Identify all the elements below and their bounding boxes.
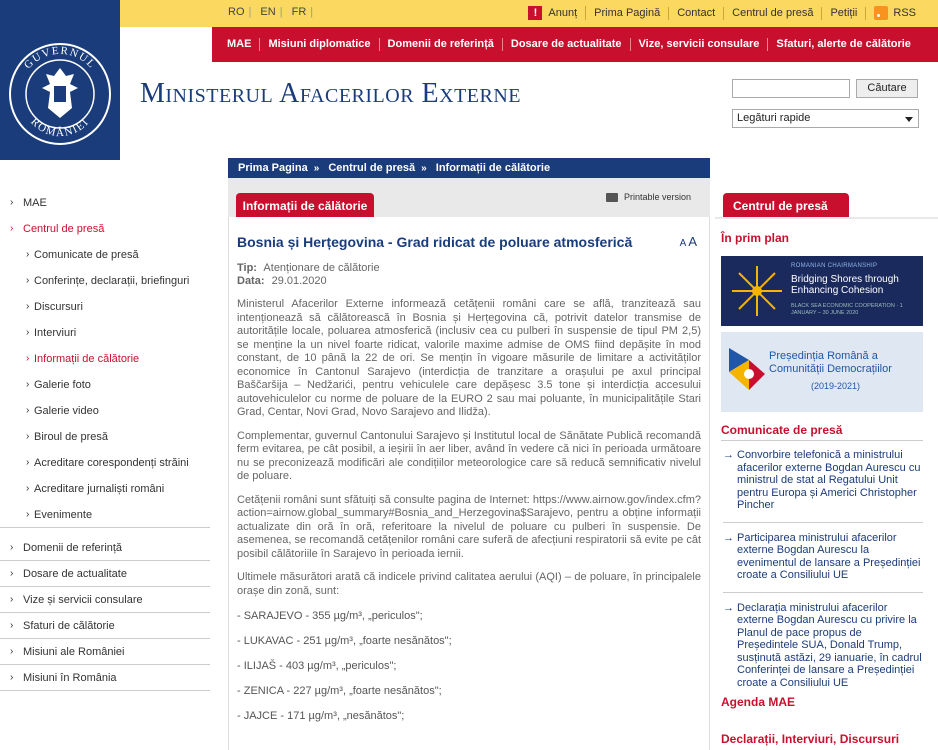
sidebar-item-label: Sfaturi de călătorie — [23, 620, 115, 632]
sidebar-item-mae[interactable] — [0, 190, 210, 216]
top-link-rss[interactable] — [866, 6, 918, 20]
rss-icon — [874, 6, 888, 20]
sidebar-item-label: Evenimente — [34, 509, 93, 521]
banner-headline-line: Bridging Shores through — [791, 274, 899, 285]
nav-mae[interactable]: MAE — [227, 38, 260, 51]
language-switcher: RO | EN | FR | — [228, 6, 314, 18]
chevron-right-icon: › — [10, 620, 14, 631]
breadcrumb-separator-icon: » — [421, 163, 427, 174]
divider — [721, 440, 923, 441]
coat-of-arms-icon — [8, 42, 112, 146]
chevron-right-icon: › — [10, 542, 14, 553]
breadcrumb-item[interactable]: Informații de călătorie — [435, 162, 551, 174]
font-size-controls — [680, 234, 697, 249]
meta-label: Data: — [237, 275, 265, 287]
declaratii-heading[interactable]: Declarații, Interviuri, Discursuri — [721, 732, 900, 746]
sidebar-item-misiuni-ale-romaniei[interactable] — [0, 639, 210, 665]
chevron-right-icon: › — [26, 327, 30, 338]
chevron-right-icon: › — [26, 353, 30, 364]
sidebar-item-centrul-de-presa[interactable] — [0, 216, 210, 242]
sidebar-item-label: Conferințe, declarații, briefinguri — [34, 275, 190, 287]
arrow-right-icon: → — [723, 601, 734, 614]
sidebar-subitem-conferinte[interactable] — [0, 268, 210, 294]
sidebar-subitem-evenimente[interactable] — [0, 502, 210, 528]
nav-domenii-de-referinta[interactable]: Domenii de referință — [388, 38, 503, 51]
banner-caption: BLACK SEA ECONOMIC COOPERATION · 1 JANUARY – 30 JUNE 2020 — [791, 303, 903, 316]
tab-informatii-calatorie[interactable]: Informații de călătorie — [236, 193, 374, 217]
airnow-link[interactable]: https://www.airnow.gov/index.cfm?action=airnow.global_summary#Bosnia_and_Herzegovina$Sarajevo, — [237, 493, 701, 519]
main-nav — [212, 27, 938, 62]
search-input[interactable] — [732, 79, 850, 98]
printable-version-link[interactable] — [606, 192, 691, 202]
lang-en[interactable]: EN — [260, 6, 276, 18]
press-release-item[interactable] — [723, 449, 923, 512]
sidebar-subitem-galerie-foto[interactable] — [0, 372, 210, 398]
top-link-petitii[interactable]: Petiții — [822, 7, 866, 20]
sidebar-subitem-galerie-video[interactable] — [0, 398, 210, 424]
article-paragraph — [237, 494, 701, 562]
chevron-right-icon: › — [26, 249, 30, 260]
sidebar-item-label: Acreditare corespondenți străini — [34, 457, 189, 469]
arrow-right-icon: → — [723, 449, 734, 461]
comunicate-heading[interactable]: Comunicate de presă — [721, 423, 843, 437]
banner-headline-line: Președinția Română a — [769, 350, 878, 362]
banner-headline — [769, 350, 892, 376]
top-link-contact[interactable]: Contact — [669, 7, 724, 20]
nav-dosare-de-actualitate[interactable]: Dosare de actualitate — [511, 38, 631, 51]
sidebar-item-vize[interactable] — [0, 587, 210, 613]
sidebar-item-label: Misiuni în România — [23, 672, 117, 684]
chevron-right-icon: › — [26, 405, 30, 416]
search-button[interactable]: Căutare — [856, 79, 918, 98]
top-link-label: Anunț — [548, 6, 578, 19]
sidebar-item-domenii[interactable] — [0, 535, 210, 561]
banner-headline-line: Comunității Democrațiilor — [769, 363, 892, 375]
sidebar-item-label: MAE — [23, 197, 47, 209]
chevron-right-icon: › — [10, 197, 14, 208]
aqi-item: - LUKAVAC - 251 µg/m³, „foarte nesănătos"; — [237, 635, 452, 647]
sidebar-item-label: Centrul de presă — [23, 223, 105, 235]
article-paragraph: Complementar, guvernul Cantonului Sarajevo și Institutul local de Sănătate Publică recomandă ferm evitarea, pe cât posibil, a ieșirii în aer liber, având în vedere că nici în perioada următoare nu se preconizează modificări ale condițiilor meteorologice care să reducă semnificativ nivelul de poluare. — [237, 429, 701, 482]
press-release-title: Participarea ministrului afacerilor externe Bogdan Aurescu la evenimentul de lansare a Președinției croate a Consiliului UE — [737, 531, 921, 581]
article-paragraph: Ministerul Afacerilor Externe informează cetățenii români care se află, tranzitează sau intenționează să călătorească în Bosnia și Herțegovina că, potrivit datelor transmise de autoritățile locale, poluarea atmosferică (inclusiv cea cu pulberi în suspensie de tipul PM 2,5) se menține la un nivel foarte ridicat, valorile maxime admise de OMS fiind depășite în mod constant, de 10 până la 22 de ori. Se mențin în vigoare măsurile de limitare a activităților economice în Cantonul Sarajevo (interdicția de tranzitare a orașului pe axul principal Baščaršija – Nedžarići, pentru vehiculele care depășesc 3.5 tone și interdicția accesului autovehiculelor cu norme de poluare de la EURO 2 sau mai poluante, în municipalitățile Stari Grad, Centar, Novi Grad, Novo Sarajevo and Ilidža). — [237, 298, 701, 418]
sidebar-subitem-biroul-de-presa[interactable] — [0, 424, 210, 450]
press-release-item[interactable] — [723, 532, 923, 582]
banner-headline — [791, 274, 899, 296]
paragraph-text: pentru a obține informații actualizate din oră în oră, referitoare la nivelul de poluare cu pulberi în suspensie. De asemenea, se recomandă cetățenilor români care suferă de afecțiuni respiratorii să evite pe cât posibil călătoriile în Sarajevo în perioada iernii. — [237, 507, 701, 560]
meta-label: Tip: — [237, 262, 257, 274]
chevron-right-icon: › — [10, 568, 14, 579]
chevron-down-icon: › — [10, 223, 14, 234]
printable-label: Printable version — [624, 192, 692, 202]
sidebar-subitem-interviuri[interactable] — [0, 320, 210, 346]
nav-vize-servicii-consulare[interactable]: Vize, servicii consulare — [639, 38, 769, 51]
chevron-right-icon: › — [10, 646, 14, 657]
breadcrumb-separator-icon: » — [313, 163, 320, 174]
sidebar-item-label: Dosare de actualitate — [23, 568, 127, 580]
sidebar-subitem-acreditare-romani[interactable] — [0, 476, 210, 502]
article-paragraph: Ultimele măsurători arată că indicele privind calitatea aerului (AQI) – de poluare, în principalele orașe din zonă, sunt: — [237, 571, 701, 597]
sidebar-item-label: Domenii de referință — [23, 542, 123, 554]
top-link-prima-pagina[interactable]: Prima Pagină — [586, 7, 669, 20]
svg-text:GUVERNUL: GUVERNUL — [21, 44, 99, 72]
star-burst-icon — [727, 256, 787, 326]
font-larger-button[interactable]: A — [688, 234, 697, 249]
svg-text:ROMÂNIEI: ROMÂNIEI — [28, 115, 92, 140]
sidebar-item-misiuni-in-romania[interactable] — [0, 665, 210, 691]
sidebar-subitem-discursuri[interactable] — [0, 294, 210, 320]
aqi-item: - JAJCE - 171 µg/m³, „nesănătos"; — [237, 710, 405, 722]
sidebar-item-label: Interviuri — [34, 327, 77, 339]
banner-caption: (2019-2021) — [811, 381, 861, 391]
top-link-label: RSS — [893, 6, 916, 19]
top-link-anunt[interactable] — [520, 6, 586, 20]
breadcrumb — [228, 158, 710, 178]
sidebar-item-label: Vize și servicii consulare — [23, 594, 143, 606]
breadcrumb-item[interactable]: Prima Pagina — [238, 162, 308, 174]
government-logo[interactable] — [0, 0, 120, 160]
chevron-down-icon — [905, 117, 913, 122]
left-sidebar — [0, 190, 210, 691]
article-date — [237, 275, 701, 288]
sidebar-item-label: Discursuri — [34, 301, 83, 313]
sidebar-item-label: Comunicate de presă — [34, 249, 139, 261]
chevron-right-icon: › — [26, 457, 30, 468]
article-title: Bosnia și Herțegovina - Grad ridicat de poluare atmosferică — [237, 234, 633, 250]
top-links — [520, 6, 918, 20]
aqi-item: - SARAJEVO - 355 µg/m³, „periculos"; — [237, 610, 423, 622]
sidebar-item-label: Informații de călătorie — [34, 353, 140, 365]
press-release-title: Declarația ministrului afacerilor externe Bogdan Aurescu cu privire la Planul de pace propus de Președintele SUA, Donald Trump, susținută astăzi, 29 ianuarie, în cadrul Conferinței de lansare a Președinției croate a Consiliului UE — [737, 601, 922, 689]
site-title[interactable]: Ministerul Afacerilor Externe — [140, 78, 522, 109]
chevron-right-icon: › — [10, 594, 14, 605]
sidebar-subitem-acreditare-straini[interactable] — [0, 450, 210, 476]
bsec-chairmanship-banner[interactable] — [721, 256, 923, 326]
article-type — [237, 262, 701, 275]
meta-value: 29.01.2020 — [271, 275, 327, 287]
chevron-right-icon: › — [26, 275, 30, 286]
printer-icon — [606, 193, 618, 202]
sidebar-item-label: Misiuni ale României — [23, 646, 125, 658]
top-link-centrul-de-presa[interactable]: Centrul de presă — [724, 7, 822, 20]
sidebar-item-sfaturi[interactable] — [0, 613, 210, 639]
font-smaller-button[interactable]: A — [679, 238, 687, 249]
chevron-right-icon: › — [10, 672, 14, 683]
lang-fr[interactable]: FR — [291, 6, 307, 18]
community-of-democracies-banner[interactable] — [721, 332, 923, 412]
meta-value: Atenționare de călătorie — [263, 262, 380, 274]
sidebar-subitem-informatii-calatorie[interactable] — [0, 346, 210, 372]
chevron-right-icon: › — [26, 509, 30, 520]
tab-centrul-de-presa[interactable]: Centrul de presă — [723, 193, 849, 217]
sidebar-item-label: Acreditare jurnaliști români — [34, 483, 165, 495]
chevron-right-icon: › — [26, 431, 30, 442]
aqi-item: - ILIJAŠ - 403 µg/m³, „periculos"; — [237, 660, 397, 672]
press-release-item[interactable] — [723, 602, 923, 690]
breadcrumb-item[interactable]: Centrul de presă — [328, 162, 416, 174]
article — [228, 217, 710, 750]
sidebar-item-label: Biroul de presă — [34, 431, 108, 443]
paragraph-text: Cetățenii români sunt sfătuiți să consulte pagina de Internet: — [237, 493, 530, 506]
nav-misiuni-diplomatice[interactable]: Misiuni diplomatice — [268, 38, 379, 51]
banner-headline-line: Enhancing Cohesion — [791, 285, 884, 296]
chevron-right-icon: › — [26, 379, 30, 390]
lang-ro[interactable]: RO — [228, 6, 245, 18]
nav-sfaturi-alerte[interactable]: Sfaturi, alerte de călătorie — [776, 38, 911, 50]
aqi-item: - ZENICA - 227 µg/m³, „foarte nesănătos"; — [237, 685, 442, 697]
alert-icon: ! — [528, 6, 542, 20]
divider — [715, 217, 938, 219]
top-bar — [120, 0, 938, 27]
arrow-right-icon: → — [723, 531, 734, 544]
chevron-right-icon: › — [26, 483, 30, 494]
press-release-title: Convorbire telefonică a ministrului afacerilor externe Bogdan Aurescu cu ministrul de stat al Regatului Unit pentru Europa și Americi Christopher Pincher — [737, 449, 921, 511]
sidebar-item-label: Galerie foto — [34, 379, 91, 391]
quick-links-label: Legături rapide — [737, 112, 811, 124]
chevron-right-icon: › — [26, 301, 30, 312]
quick-links-select[interactable] — [732, 109, 919, 128]
sidebar-item-label: Galerie video — [34, 405, 99, 417]
sidebar-subitem-comunicate[interactable] — [0, 242, 210, 268]
press-release-list — [723, 449, 923, 699]
community-logo-icon — [725, 338, 769, 408]
sidebar-item-dosare[interactable] — [0, 561, 210, 587]
banner-kicker: ROMANIAN CHAIRMANSHIP — [791, 263, 878, 269]
agenda-heading[interactable]: Agenda MAE — [721, 695, 796, 709]
in-prim-plan-heading: În prim plan — [721, 231, 790, 245]
